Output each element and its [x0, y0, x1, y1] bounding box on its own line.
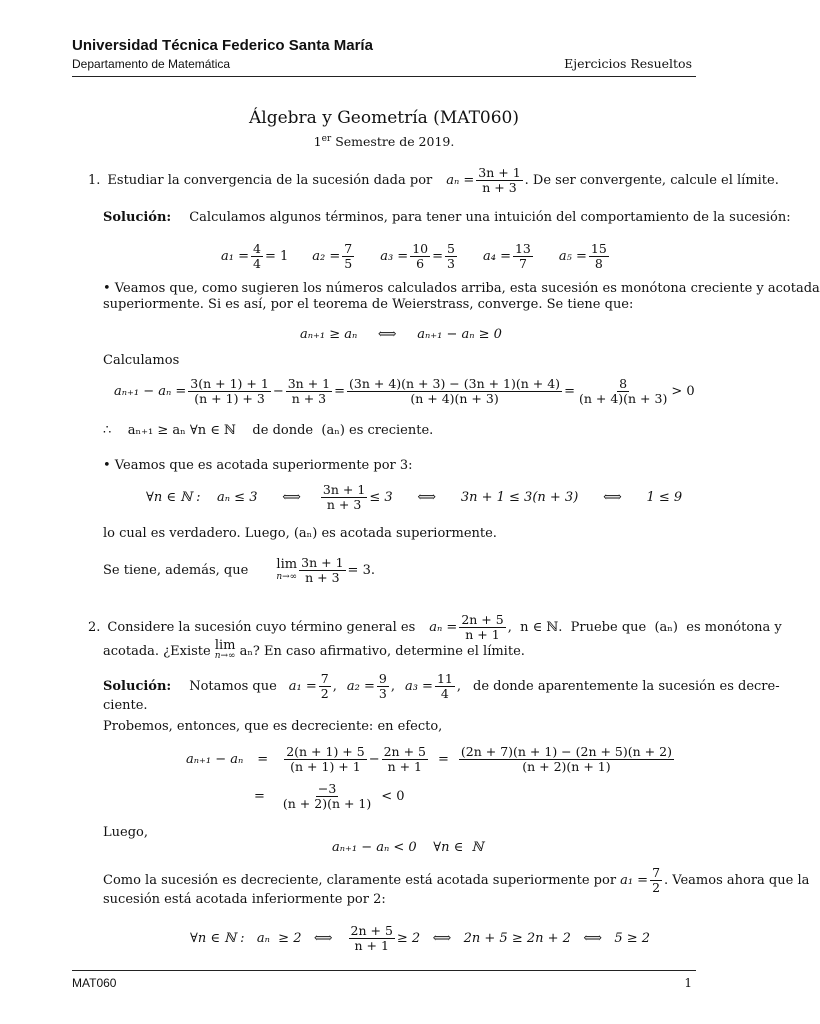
bullet-1-line-1: • Veamos que, como sugieren los números calculados arriba, esta sucesión es monótona creciente y acotada	[103, 281, 820, 296]
problem-1-terms: a₁ = $\frac{4}{4}$ = 1 a₂ = $\frac{7}{5}$ a₃ = $\frac{10}{6}$ = $\frac{5}{3}$ a₄ = $\frac{13}{7}$ a₅ = $\frac{15}{8}$	[221, 241, 607, 271]
problem-1-statement: 1. Estudiar la convergencia de la sucesión dada por aₙ = $\frac{3n + 1}{n + 3}$ . De ser convergente, calcule el límite.	[88, 165, 779, 195]
bullet-2: • Veamos que es acotada superiormente por 3:	[103, 458, 413, 473]
calculamos-label: Calculamos	[103, 353, 180, 368]
problem-1-solution-intro: Solución: Calculamos algunos términos, para tener una intuición del comportamiento de la sucesión:	[103, 210, 791, 225]
problem-1-difference: aₙ₊₁ − aₙ = $\frac{3(n + 1) + 1}{(n + 1) + 3}$ − $\frac{3n + 1}{n + 3}$ = $\frac{(3n + 4)(n + 3) - (3n + 1)(n + 4)}{(n + 4)(n + 3)}$ = $\frac{8}{(n + 4)(n + 3)}$ > 0	[114, 376, 695, 406]
university-name: Universidad Técnica Federico Santa María	[72, 37, 373, 54]
document-title: Álgebra y Geometría (MAT060)	[248, 108, 519, 128]
header-right: Ejercicios Resueltos	[564, 56, 692, 71]
bounded-conclusion: lo cual es verdadero. Luego, (aₙ) es acotada superiormente.	[103, 526, 497, 541]
increasing-conclusion: ∴ aₙ₊₁ ≥ aₙ ∀n ∈ ℕ de donde (aₙ) es creciente.	[103, 423, 434, 438]
lower-bound-intro: sucesión está acotada inferiormente por 2:	[103, 892, 386, 907]
problem-2-question: acotada. ¿Existe lim n→∞ aₙ? En caso afirmativo, determine el límite.	[103, 638, 525, 661]
upper-bound-chain: ∀n ∈ ℕ : aₙ ≤ 3 ⟺ $\frac{3n + 1}{n + 3}$ ≤ 3 ⟺ 3n + 1 ≤ 3(n + 3) ⟺ 1 ≤ 9	[146, 482, 683, 512]
problem-2-solution-line-2: ciente.	[103, 698, 148, 713]
problem-2-solution-intro: Solución: Notamos que a₁ = $\frac{7}{2}$ , a₂ = $\frac{9}{3}$ , a₃ = $\frac{11}{4}$ , de donde aparentemente la sucesión es decre-	[103, 671, 780, 701]
luego-label: Luego,	[103, 825, 148, 840]
problem-2-statement: 2. Considere la sucesión cuyo término general es aₙ = $\frac{2n + 5}{n + 1}$ , n ∈ ℕ. Pruebe que (aₙ) es monótona y	[88, 612, 782, 642]
decreasing-conclusion: aₙ₊₁ − aₙ < 0 ∀n ∈ ℕ	[332, 840, 484, 855]
lower-bound-chain: ∀n ∈ ℕ : aₙ ≥ 2 ⟺ $\frac{2n + 5}{n + 1}$ ≥ 2 ⟺ 2n + 5 ≥ 2n + 2 ⟺ 5 ≥ 2	[190, 923, 651, 953]
limit-result: Se tiene, además, que lim n→∞ $\frac{3n + 1}{n + 3}$ = 3.	[103, 555, 375, 585]
semester: 1er Semestre de 2019.	[313, 134, 455, 150]
footer-rule	[72, 970, 696, 971]
footer-course-code: MAT060	[72, 976, 117, 990]
monotone-equivalence: aₙ₊₁ ≥ aₙ ⟺ aₙ₊₁ − aₙ ≥ 0	[300, 327, 502, 342]
department-name: Departamento de Matemática	[72, 57, 231, 71]
problem-2-difference-line-2: = $\frac{-3}{(n + 2)(n + 1)}$ < 0	[254, 781, 405, 811]
upper-bound-statement: Como la sucesión es decreciente, claramente está acotada superiormente por a₁ = $\frac{7}{2}$ . Veamos ahora que la	[103, 865, 810, 895]
bullet-1-line-2: superiormente. Si es así, por el teorema de Weierstrass, converge. Se tiene que:	[103, 297, 634, 312]
header-rule	[72, 76, 696, 77]
page-number: 1	[684, 976, 692, 990]
problem-2-difference-line-1: aₙ₊₁ − aₙ = $\frac{2(n + 1) + 5}{(n + 1) + 1}$ − $\frac{2n + 5}{n + 1}$ = $\frac{(2n + 7)(n + 1) - (2n + 5)(n + 2)}{(n + 2)(n + 1)}$	[186, 744, 672, 774]
decreasing-proof-intro: Probemos, entonces, que es decreciente: en efecto,	[103, 719, 443, 734]
